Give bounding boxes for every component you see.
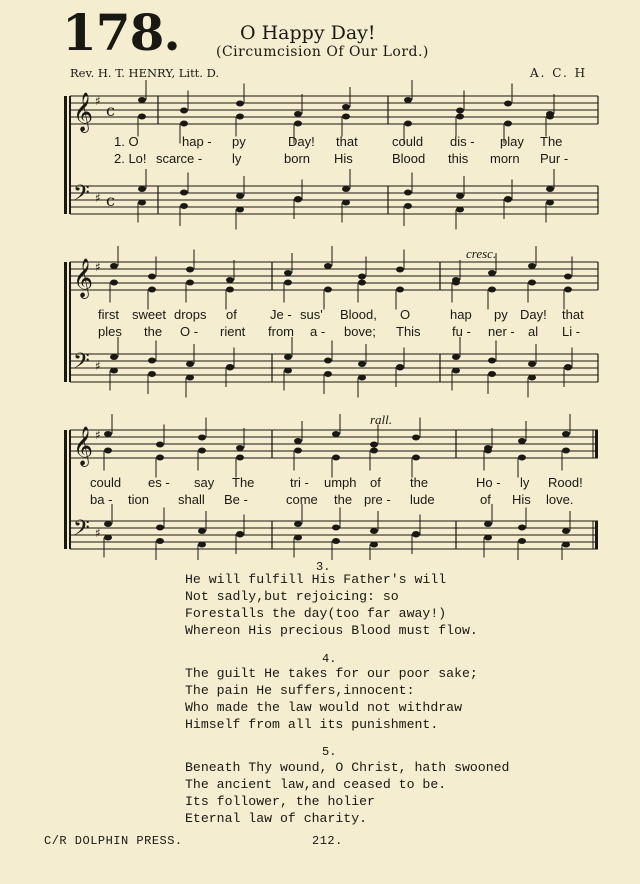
note-head [156,442,164,448]
lyric-syllable: py [232,134,246,149]
note-head [562,448,570,454]
lyric-syllable: 1. O [114,134,139,149]
lyric-syllable: of [480,492,491,507]
note-head [284,368,292,374]
verse-line: The guilt He takes for our poor sake; [185,666,478,681]
lyric-syllable: Day! [520,307,547,322]
lyric-syllable: This [396,324,421,339]
note-head [396,287,404,293]
page-number: 212. [312,834,343,848]
note-head [138,200,146,206]
note-head [148,274,156,280]
sharp-icon: ♯ [95,94,101,108]
note-head [156,455,164,461]
note-head [370,542,378,548]
note-head [370,442,378,448]
lyric-syllable: O - [180,324,199,339]
sharp-icon: ♯ [95,359,101,373]
composer-credit: A. C. H [530,66,588,80]
note-head [198,448,206,454]
note-head [332,455,340,461]
note-head [404,190,412,196]
note-head [562,542,570,548]
note-head [488,358,496,364]
note-head [294,196,302,202]
final-barline-thick [595,521,598,549]
verse-number: 5. [322,745,337,759]
note-head [412,455,420,461]
note-head [226,277,234,283]
note-head [324,263,332,269]
lyric-syllable: the [334,492,353,507]
bass-clef-icon: 𝄢 [73,516,90,546]
note-head [324,371,332,377]
note-head [332,538,340,544]
note-head [104,521,112,527]
note-head [564,287,572,293]
hymn-subtitle: (Circumcision Of Our Lord.) [216,44,429,60]
note-head [180,203,188,209]
note-head [488,287,496,293]
lyric-syllable: py [494,307,508,322]
lyric-syllable: a - [310,324,326,339]
note-head [342,186,350,192]
lyric-syllable: drops [174,307,207,322]
note-head [518,538,526,544]
verse-line: Eternal law of charity. [185,811,368,826]
note-head [236,455,244,461]
note-head [332,525,340,531]
note-head [110,368,118,374]
lyric-syllable: that [562,307,584,322]
lyric-syllable: the [144,324,163,339]
system-bracket [64,430,67,549]
lyric-syllable: umph [324,475,357,490]
verse-line: Whereon His precious Blood must flow. [185,623,478,638]
note-head [518,525,526,531]
bass-clef-icon: 𝄢 [73,181,90,211]
note-head [452,280,460,286]
sharp-icon: ♯ [95,526,101,540]
note-head [104,535,112,541]
note-head [294,121,302,127]
note-head [104,431,112,437]
system-bracket [64,262,67,382]
note-head [504,101,512,107]
lyric-syllable: His [334,151,353,166]
note-head [518,438,526,444]
note-head [148,371,156,377]
note-head [562,431,570,437]
note-head [358,280,366,286]
note-head [358,274,366,280]
note-head [546,200,554,206]
note-head [404,97,412,103]
lyric-syllable: lude [410,492,435,507]
note-head [138,114,146,120]
lyric-syllable: Blood [392,151,426,166]
lyric-syllable: 2. Lo! [114,151,147,166]
lyric-syllable: scarce - [156,151,203,166]
lyric-syllable: that [336,134,358,149]
lyric-syllable: born [284,151,311,166]
note-head [226,364,234,370]
note-head [324,358,332,364]
note-head [180,190,188,196]
lyric-syllable: could [392,134,424,149]
lyric-syllable: from [268,324,294,339]
note-head [564,364,572,370]
lyric-syllable: ples [98,324,122,339]
note-head [138,97,146,103]
note-head [412,435,420,441]
lyric-syllable: The [232,475,255,490]
note-head [236,193,244,199]
lyric-syllable: shall [178,492,205,507]
note-head [370,528,378,534]
note-head [156,538,164,544]
lyric-syllable: al [528,324,539,339]
verse-line: Who made the law would not withdraw [185,700,462,715]
verse-line: Forestalls the day(too far away!) [185,606,447,621]
note-head [284,354,292,360]
note-head [186,361,194,367]
note-head [358,375,366,381]
note-head [452,354,460,360]
note-head [324,287,332,293]
note-head [138,186,146,192]
note-head [294,448,302,454]
note-head [518,455,526,461]
verse-line: The ancient law,and ceased to be. [185,777,447,792]
note-head [488,371,496,377]
verse-line: Beneath Thy wound, O Christ, hath swooned [185,760,510,775]
treble-clef-icon: 𝄞 [73,92,94,132]
note-head [198,435,206,441]
lyric-syllable: ba - [90,492,113,507]
lyric-syllable: come [286,492,318,507]
lyric-syllable: Be - [224,492,248,507]
lyric-syllable: could [90,475,122,490]
lyric-syllable: rient [220,324,246,339]
note-head [342,114,350,120]
lyric-syllable: of [226,307,237,322]
verse-line: The pain He suffers,innocent: [185,683,415,698]
note-head [484,535,492,541]
verse-line: Not sadly,but rejoicing: so [185,589,399,604]
lyric-syllable: of [370,475,381,490]
note-head [456,207,464,213]
note-head [358,361,366,367]
lyric-syllable: love. [546,492,574,507]
verse-number: 4. [322,652,337,666]
note-head [294,438,302,444]
note-head [546,186,554,192]
note-head [546,114,554,120]
note-head [370,448,378,454]
note-head [186,280,194,286]
note-head [186,375,194,381]
note-head [404,203,412,209]
sharp-icon: ♯ [95,428,101,442]
lyric-syllable: sus' [300,307,323,322]
common-time-icon: c [106,101,115,120]
note-head [332,431,340,437]
note-head [284,270,292,276]
lyric-syllable: Je - [270,307,292,322]
verse-line: Its follower, the holier [185,794,375,809]
lyric-syllable: play [500,134,524,149]
publisher-footer: C/R DOLPHIN PRESS. [44,834,183,848]
lyric-syllable: ner - [488,324,515,339]
note-head [294,111,302,117]
note-head [528,280,536,286]
lyric-syllable: ly [232,151,242,166]
rall-mark: rall. [370,412,393,427]
note-head [562,528,570,534]
note-head [452,368,460,374]
note-head [198,528,206,534]
note-head [294,535,302,541]
bass-clef-icon: 𝄢 [73,349,90,379]
lyric-syllable: Ho - [476,475,501,490]
note-head [456,108,464,114]
note-head [110,263,118,269]
note-head [180,121,188,127]
lyric-syllable: es - [148,475,170,490]
lyric-syllable: O [400,307,411,322]
note-head [236,531,244,537]
lyric-syllable: Pur - [540,151,569,166]
note-head [528,375,536,381]
lyric-syllable: ly [520,475,530,490]
cresc-mark: cresc. [466,246,497,261]
system-bracket [64,96,67,214]
note-head [484,448,492,454]
lyric-syllable: tion [128,492,149,507]
note-head [456,193,464,199]
verse-number: 3. [316,560,331,574]
note-head [488,270,496,276]
verse-line: He will fulfill His Father's will [185,572,447,587]
note-head [226,287,234,293]
note-head [110,280,118,286]
hymn-title: O Happy Day! [240,22,376,44]
note-head [180,108,188,114]
note-head [396,267,404,273]
lyric-syllable: sweet [132,307,166,322]
note-head [186,267,194,273]
hymn-number: 178. [62,3,180,62]
lyric-syllable: hap - [182,134,212,149]
lyric-syllable: dis - [450,134,475,149]
note-head [148,287,156,293]
lyric-syllable: Li - [562,324,581,339]
note-head [484,521,492,527]
note-head [236,445,244,451]
note-head [528,361,536,367]
note-head [504,196,512,202]
note-head [564,274,572,280]
treble-clef-icon: 𝄞 [73,426,94,466]
verse-line: Himself from all its punishment. [185,717,439,732]
sharp-icon: ♯ [95,260,101,274]
note-head [528,263,536,269]
note-head [148,358,156,364]
treble-clef-icon: 𝄞 [73,258,94,298]
lyric-syllable: this [448,151,469,166]
lyric-syllable: tri - [290,475,309,490]
lyric-syllable: say [194,475,215,490]
lyric-syllable: pre - [364,492,391,507]
note-head [342,200,350,206]
author-credit: Rev. H. T. HENRY, Litt. D. [70,66,220,80]
note-head [198,542,206,548]
note-head [284,280,292,286]
lyric-syllable: Blood, [340,307,377,322]
note-head [156,525,164,531]
lyric-syllable: Day! [288,134,315,149]
note-head [396,364,404,370]
note-head [236,207,244,213]
lyric-syllable: Rood! [548,475,583,490]
note-head [504,121,512,127]
note-head [104,448,112,454]
note-head [236,101,244,107]
note-head [456,114,464,120]
lyric-syllable: bove; [344,324,376,339]
sharp-icon: ♯ [95,191,101,205]
note-head [110,354,118,360]
lyric-syllable: the [410,475,429,490]
final-barline-thick [595,430,598,458]
lyric-syllable: His [512,492,531,507]
lyric-syllable: hap [450,307,472,322]
common-time-icon: c [106,191,115,210]
lyric-syllable: first [98,307,119,322]
lyric-syllable: morn [490,151,520,166]
note-head [404,121,412,127]
note-head [412,531,420,537]
note-head [294,521,302,527]
note-head [236,114,244,120]
lyric-syllable: The [540,134,563,149]
lyric-syllable: fu - [452,324,471,339]
note-head [342,104,350,110]
